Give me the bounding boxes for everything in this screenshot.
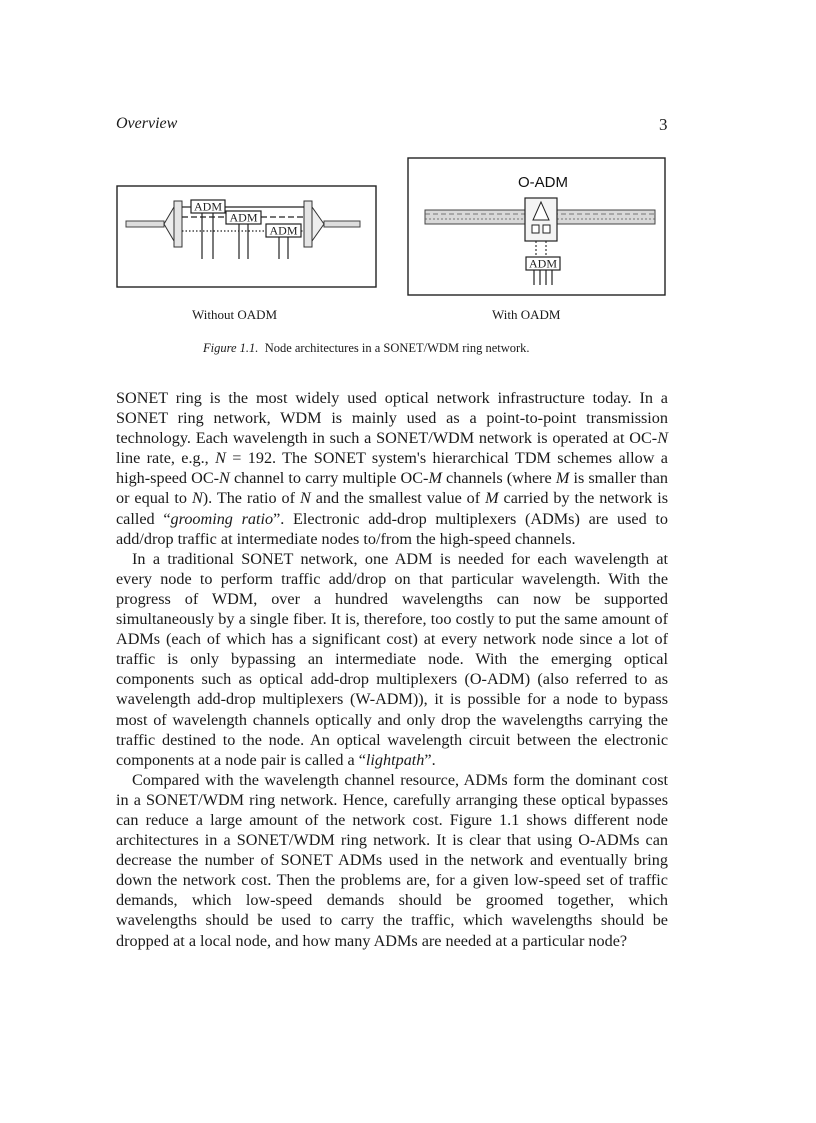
adm-box-2 [226,211,261,225]
term-grooming-ratio: grooming ratio [170,509,274,528]
svg-text:ADM: ADM [193,199,223,214]
diagram-with-oadm [407,157,667,297]
svg-text:ADM: ADM [229,210,258,225]
figure-caption-text: Node architectures in a SONET/WDM ring network. [264,341,530,355]
subcaption-without-oadm: Without OADM [192,307,278,322]
demux [164,207,174,241]
figure-caption [203,341,530,356]
paragraph-1: SONET ring is the most widely used optical network infrastructure today. In a SONET ring network, WDM is mainly used as a point-to-point transmission technology. Each wavelength in such a SONET/WDM network is operated at OC-N line rate, e.g., N = 192. The SONET system's hierarchical TDM schemes allow a high-speed OC-N channel to carry multiple OC-M channels (where M is smaller than or equal to N). The ratio of N and the smallest value of M carried by the network is called “grooming ratio”. Electronic add-drop multiplexers (ADMs) are used to add/drop traffic at intermediate nodes to/from the high-speed channels. [116,389,669,548]
svg-text:ADM: ADM [528,256,558,271]
oadm-title: O-ADM [518,174,568,191]
adm-box-1 [191,200,225,214]
diagram-without-oadm [116,185,378,289]
subcaption-with-oadm: With OADM [492,307,561,322]
paragraph-3: Compared with the wavelength channel resource, ADMs form the dominant cost in a SONET/WDM ring network. Hence, carefully arranging these optical bypasses can reduce a large amount of the network cost. Figure 1.1 shows different node architectures in a SONET/WDM ring network. It is clear that using O-ADMs can decrease the number of SONET ADMs used in the network and eventually bring down the network cost. Then the problems are, for a given low-speed set of traffic demands, which low-speed demands should be groomed together, which wavelengths should be used to carry the traffic, which wavelengths should be dropped at a local node, and how many ADMs are needed at a particular node? [116,770,668,950]
oadm-device [525,198,557,241]
figure-label: Figure 1.1. [203,341,259,355]
adm-box-3 [266,224,301,238]
running-header-title: Overview [116,115,178,132]
term-lightpath: lightpath [365,750,425,769]
paragraph-2: In a traditional SONET network, one ADM is needed for each wavelength at every node to perform traffic add/drop on that particular wavelength. With the progress of WDM, over a hundred wavelengths can now be supported simultaneously by a single fiber. It is, therefore, too costly to put the same amount of ADMs (each of which has a significant cost) at every network node since a lot of traffic is only bypassing an intermediate node. With the emerging optical components such as optical add-drop multiplexers (O-ADM) (also referred to as wavelength add-drop multiplexers (W-ADM)), it is possible for a node to bypass most of wavelength channels optically and only drop the wavelengths carrying the traffic destined to the node. An optical wavelength circuit between the electronic components at a node pair is called a “lightpath”. [116,549,668,769]
page-number: 3 [659,115,668,134]
mux [312,207,324,241]
body-text [116,388,668,951]
diagram-frame [117,186,376,287]
adm-box [526,257,560,271]
fiber-out [324,221,360,227]
svg-text:ADM: ADM [269,223,298,238]
fiber-in [126,221,164,227]
